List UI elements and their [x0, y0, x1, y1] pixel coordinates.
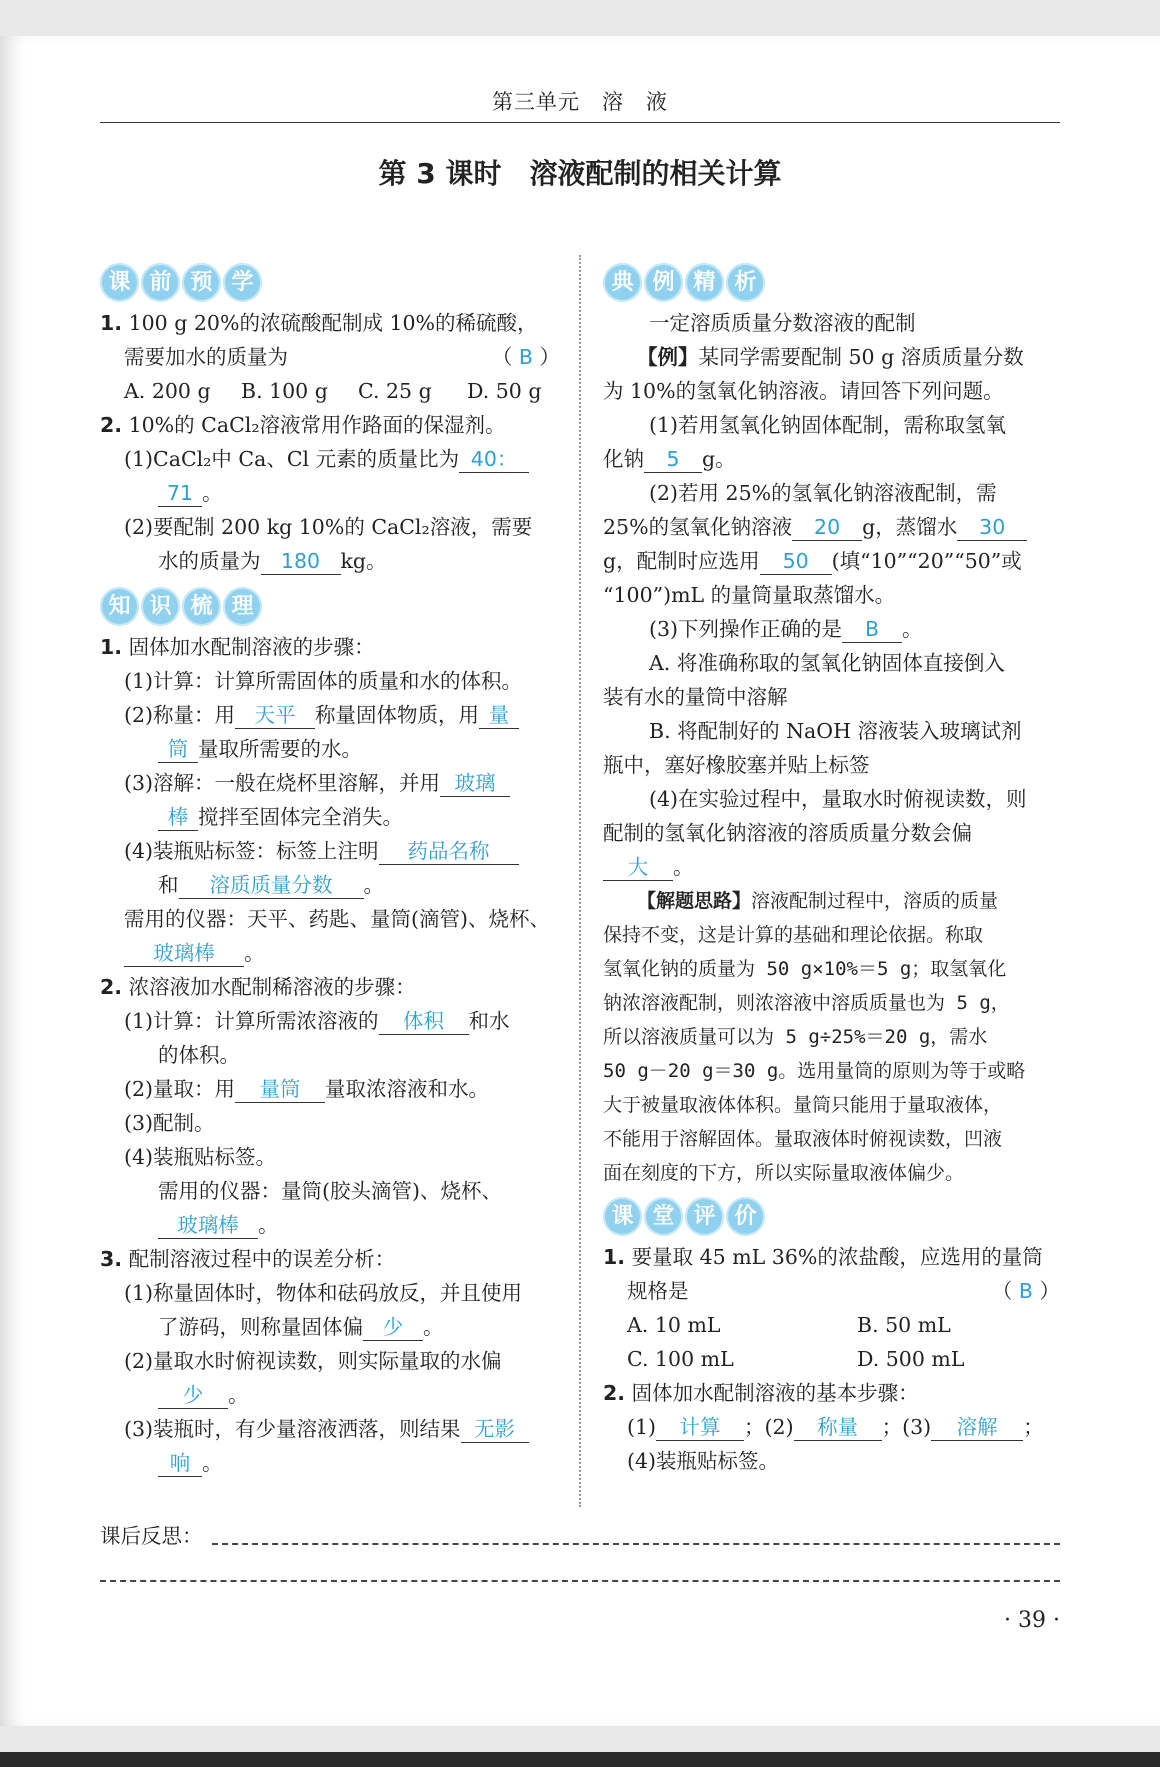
text: g。 [702, 447, 736, 471]
analysis-line: 保持不变，这是计算的基础和理论依据。称取 [603, 924, 984, 946]
left-column [100, 262, 560, 1480]
knowledge-s1-l2 [100, 698, 560, 732]
heading-char: 预 [182, 263, 221, 302]
text: 。 [673, 855, 694, 879]
question-text: 要量取 45 mL 36%的浓盐酸，应选用的量筒 [631, 1245, 1043, 1269]
text: 。 [244, 941, 265, 965]
knowledge-s2-l4: (4)装瓶贴标签。 [124, 1145, 277, 1169]
answer-blank: 无影 [461, 1416, 529, 1443]
item-number: 2. [100, 975, 123, 999]
question-number: 2. [100, 413, 123, 437]
knowledge-s1-l3 [100, 766, 560, 800]
knowledge-s1 [100, 630, 560, 664]
section-heading-knowledge [100, 586, 560, 626]
text: kg。 [340, 549, 387, 573]
answer-blank: 筒 [158, 736, 198, 763]
option: D. 50 g [467, 379, 542, 403]
heading-char: 知 [100, 587, 139, 626]
knowledge-s2-l5: 需用的仪器：量筒(胶头滴管)、烧杯、 [158, 1179, 502, 1203]
text: (1) [627, 1415, 657, 1439]
preview-q2-p2 [100, 510, 560, 544]
reflection-line-2 [100, 1580, 1060, 1582]
evaluation-q2-steps [603, 1410, 1060, 1444]
example-option-a-cont: 装有水的量筒中溶解 [603, 685, 788, 709]
answer-choice: B [518, 345, 533, 369]
answer-choice: B [1018, 1279, 1033, 1303]
example-p2-cont3: “100”)mL 的量筒量取蒸馏水。 [603, 583, 896, 607]
knowledge-s1-l4 [100, 834, 560, 868]
answer-blank: 40： [459, 446, 529, 473]
text: 。 [902, 617, 923, 641]
answer-blank: 溶解 [931, 1414, 1023, 1441]
example-option-a: A. 将准确称取的氢氧化钠固体直接倒入 [649, 651, 1005, 675]
preview-q2-p1-cont [100, 476, 560, 510]
text: 量取浓溶液和水。 [325, 1077, 490, 1101]
analysis-line: 所以溶液质量可以为 5 g÷25%＝20 g，需水 [603, 1026, 988, 1048]
analysis-line: 氢氧化钠的质量为 50 g×10%＝5 g；取氢氧化 [603, 958, 1007, 980]
answer-blank: 量筒 [235, 1076, 325, 1103]
item-title: 浓溶液加水配制稀溶液的步骤： [128, 975, 416, 999]
item-title: 配制溶液过程中的误差分析： [128, 1247, 396, 1271]
bottom-band [0, 1752, 1160, 1767]
page-number: · 39 · [1004, 1608, 1060, 1633]
analysis-line: 50 g－20 g＝30 g。选用量筒的原则为等于或略 [603, 1060, 1026, 1082]
preview-q2-p1 [100, 442, 560, 476]
knowledge-s1-l4-cont [100, 868, 560, 902]
preview-q2-p2-cont [100, 544, 560, 578]
answer-bracket [492, 340, 560, 374]
example-p2: (2)若用 25%的氢氧化钠溶液配制，需 [649, 481, 997, 505]
answer-blank: 71 [158, 480, 202, 507]
knowledge-s3-l2: (2)量取水时俯视读数，则实际量取的水偏 [124, 1349, 502, 1373]
text: 和水 [468, 1009, 510, 1033]
heading-char: 前 [141, 263, 180, 302]
knowledge-s2 [100, 970, 560, 1004]
answer-blank: 50 [760, 548, 832, 575]
answer-bracket [992, 1274, 1060, 1308]
example-p4-cont2 [603, 850, 1060, 884]
option: D. 500 mL [857, 1347, 965, 1371]
knowledge-s1-l5: 需用的仪器：天平、药匙、量筒(滴管)、烧杯、 [124, 907, 550, 931]
example-p3 [603, 612, 1060, 646]
analysis-line: 面在刻度的下方，所以实际量取液体偏少。 [603, 1162, 965, 1184]
example-p2-cont [603, 510, 1060, 544]
column-divider [579, 255, 581, 1507]
answer-blank: B [842, 616, 902, 643]
heading-char: 堂 [644, 1197, 683, 1236]
paren-open: （ [491, 345, 513, 369]
knowledge-s2-l1-cont: 的体积。 [158, 1043, 240, 1067]
option: B. 50 mL [857, 1313, 951, 1337]
question-text: 规格是 [627, 1279, 689, 1303]
answer-blank: 玻璃棒 [124, 940, 244, 967]
answer-blank: 玻璃 [440, 770, 510, 797]
knowledge-s1-l5-cont [100, 936, 560, 970]
right-column [603, 262, 1060, 1478]
text: (3)装瓶时，有少量溶液洒落，则结果 [124, 1417, 461, 1441]
answer-blank: 量 [479, 702, 519, 729]
answer-blank: 体积 [379, 1008, 469, 1035]
heading-char: 课 [603, 1197, 642, 1236]
paren-close: ） [1039, 1279, 1060, 1303]
answer-blank: 大 [603, 854, 673, 881]
paren-close: ） [539, 345, 560, 369]
knowledge-s2-l1 [100, 1004, 560, 1038]
text: 某同学需要配制 50 g 溶质质量分数 [698, 345, 1024, 369]
text: 。 [363, 873, 384, 897]
evaluation-q1 [603, 1240, 1060, 1274]
answer-blank: 计算 [656, 1414, 744, 1441]
answer-blank: 棒 [158, 804, 198, 831]
answer-blank: 少 [158, 1382, 228, 1409]
text: g，配制时应选用 [603, 549, 760, 573]
knowledge-s3-l1-cont [100, 1310, 560, 1344]
text: 。 [423, 1315, 444, 1339]
example-option-b: B. 将配制好的 NaOH 溶液装入玻璃试剂 [649, 719, 1022, 743]
example-p2-cont2 [603, 544, 1060, 578]
text: (3)溶解：一般在烧杯里溶解，并用 [124, 771, 441, 795]
section-heading-evaluation [603, 1196, 1060, 1236]
text: 溶液配制过程中，溶质的质量 [751, 890, 999, 912]
heading-char: 析 [726, 263, 765, 302]
text: 和 [158, 873, 179, 897]
text: 25%的氢氧化钠溶液 [603, 515, 793, 539]
item-number: 1. [100, 635, 123, 659]
answer-blank: 药品名称 [379, 838, 519, 865]
knowledge-s2-l5-cont [100, 1208, 560, 1242]
example-option-b-cont: 瓶中，塞好橡胶塞并贴上标签 [603, 753, 870, 777]
evaluation-q2-step4: (4)装瓶贴标签。 [627, 1449, 780, 1473]
lesson-title: 第 3 课时 溶液配制的相关计算 [378, 157, 782, 190]
preview-q2 [100, 408, 560, 442]
text: (2)要配制 200 kg 10%的 CaCl₂溶液，需要 [124, 515, 533, 539]
evaluation-q2 [603, 1376, 1060, 1410]
answer-blank: 180 [261, 548, 341, 575]
analysis-line: 大于被量取液体体积。量筒只能用于量取液体， [603, 1094, 1003, 1116]
text: (4)装瓶贴标签：标签上注明 [124, 839, 379, 863]
heading-char: 识 [141, 587, 180, 626]
knowledge-s2-l2 [100, 1072, 560, 1106]
preview-q1-line2 [100, 340, 560, 374]
text: 。 [258, 1213, 279, 1237]
answer-blank: 20 [792, 514, 862, 541]
text: (1)CaCl₂中 Ca、Cl 元素的质量比为 [124, 447, 460, 471]
question-number: 2. [603, 1381, 626, 1405]
text: ； [1023, 1415, 1044, 1439]
answer-blank: 5 [644, 446, 702, 473]
text: 。 [202, 481, 223, 505]
knowledge-s3-l3 [100, 1412, 560, 1446]
question-text: 10%的 CaCl₂溶液常用作路面的保湿剂。 [128, 413, 506, 437]
heading-char: 评 [685, 1197, 724, 1236]
answer-blank: 溶质质量分数 [179, 872, 364, 899]
knowledge-s2-l3: (3)配制。 [124, 1111, 215, 1135]
text: 称量固体物质，用 [315, 703, 480, 727]
option: B. 100 g [241, 379, 328, 403]
text: 搅拌至固体完全消失。 [198, 805, 403, 829]
text: (填“10”“20”“50”或 [831, 549, 1022, 573]
knowledge-s1-l1: (1)计算：计算所需固体的质量和水的体积。 [124, 669, 523, 693]
knowledge-s3-l3-cont [100, 1446, 560, 1480]
example-p1-cont [603, 442, 1060, 476]
example-p4-cont: 配制的氢氧化钠溶液的溶质质量分数会偏 [603, 821, 972, 845]
preview-q1-options [100, 374, 560, 408]
example-p1: (1)若用氢氧化钠固体配制，需称取氢氧 [649, 413, 1007, 437]
example-topic: 一定溶质质量分数溶液的配制 [649, 311, 916, 335]
text: g，蒸馏水 [862, 515, 958, 539]
analysis-block [603, 884, 1060, 1190]
text: 。 [228, 1383, 249, 1407]
section-heading-preview [100, 262, 560, 302]
knowledge-s1-l2-cont [100, 732, 560, 766]
running-header: 第三单元 溶 液 [100, 82, 1060, 123]
example-p4: (4)在实验过程中，量取水时俯视读数，则 [649, 787, 1027, 811]
text: (2)称量：用 [124, 703, 236, 727]
option: C. 25 g [358, 379, 432, 403]
text: 化钠 [603, 447, 644, 471]
text: 。 [202, 1451, 223, 1475]
heading-char: 梳 [182, 587, 221, 626]
answer-blank: 30 [957, 514, 1027, 541]
heading-char: 学 [223, 263, 262, 302]
analysis-label: 【解题思路】 [637, 890, 752, 912]
knowledge-s1-l3-cont [100, 800, 560, 834]
knowledge-s3-l2-cont [100, 1378, 560, 1412]
analysis-line: 不能用于溶解固体。量取液体时俯视读数，凹液 [603, 1128, 1003, 1150]
text: 了游码，则称量固体偏 [158, 1315, 363, 1339]
reflection-row [100, 1522, 1060, 1550]
option: A. 10 mL [627, 1313, 721, 1337]
text: ；(3) [881, 1415, 932, 1439]
text: (1)计算：计算所需浓溶液的 [124, 1009, 379, 1033]
answer-blank: 玻璃棒 [158, 1212, 258, 1239]
item-number: 3. [100, 1247, 123, 1271]
question-number: 1. [603, 1245, 626, 1269]
evaluation-q1-line2 [603, 1274, 1060, 1308]
question-text: 固体加水配制溶液的基本步骤： [631, 1381, 919, 1405]
answer-blank: 少 [363, 1314, 423, 1341]
answer-blank: 称量 [794, 1414, 882, 1441]
text: ；(2) [744, 1415, 794, 1439]
answer-blank: 天平 [235, 702, 315, 729]
heading-char: 精 [685, 263, 724, 302]
example-stem [603, 340, 1060, 374]
option: C. 100 mL [627, 1347, 734, 1371]
text: (2)量取：用 [124, 1077, 236, 1101]
example-label: 【例】 [637, 345, 699, 369]
knowledge-s3 [100, 1242, 560, 1276]
knowledge-s3-l1: (1)称量固体时，物体和砝码放反，并且使用 [124, 1281, 523, 1305]
heading-char: 课 [100, 263, 139, 302]
reflection-label: 课后反思： [100, 1524, 203, 1548]
heading-char: 例 [644, 263, 683, 302]
heading-char: 典 [603, 263, 642, 302]
option: A. 200 g [124, 379, 211, 403]
section-heading-examples [603, 262, 1060, 302]
question-text: 100 g 20%的浓硫酸配制成 10%的稀硫酸， [128, 311, 538, 335]
reflection-line [212, 1543, 1060, 1545]
heading-char: 价 [726, 1197, 765, 1236]
analysis-line [603, 884, 1060, 918]
evaluation-q1-options-row2 [603, 1342, 1060, 1376]
text: 量取所需要的水。 [198, 737, 362, 761]
analysis-line: 钠浓溶液配制，则浓溶液中溶质质量也为 5 g， [603, 992, 1010, 1014]
paren-open: （ [991, 1279, 1013, 1303]
answer-blank: 响 [158, 1450, 202, 1477]
preview-q1 [100, 306, 560, 340]
item-title: 固体加水配制溶液的步骤： [128, 635, 375, 659]
example-stem-cont: 为 10%的氢氧化钠溶液。请回答下列问题。 [603, 379, 1004, 403]
heading-char: 理 [223, 587, 262, 626]
question-number: 1. [100, 311, 123, 335]
text: 水的质量为 [158, 549, 261, 573]
evaluation-q1-options-row1 [603, 1308, 1060, 1342]
text: (3)下列操作正确的是 [649, 617, 843, 641]
question-text: 需要加水的质量为 [124, 345, 288, 369]
